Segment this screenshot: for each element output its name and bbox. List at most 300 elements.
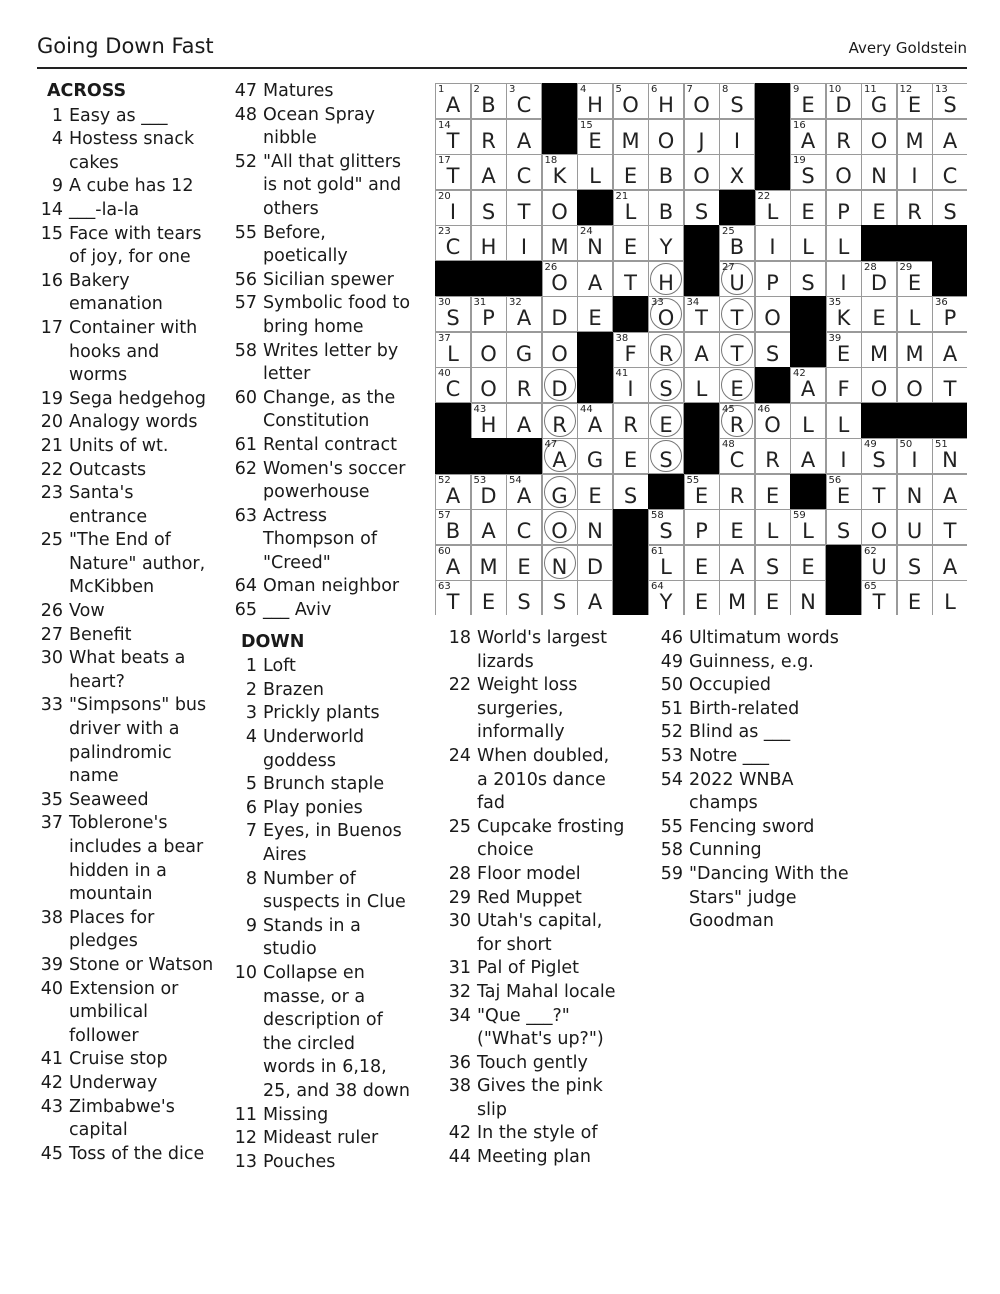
- grid-cell[interactable]: [719, 154, 755, 190]
- grid-cell[interactable]: [932, 83, 967, 119]
- grid-cell[interactable]: [577, 580, 613, 615]
- grid-cell[interactable]: [932, 580, 967, 615]
- grid-cell[interactable]: [684, 509, 720, 545]
- grid-cell[interactable]: [684, 545, 720, 581]
- cell-letter: O: [835, 164, 852, 188]
- grid-cell[interactable]: [542, 438, 578, 474]
- cell-letter: A: [445, 554, 461, 579]
- across-clue[interactable]: [37, 175, 217, 199]
- grid-cell[interactable]: [471, 580, 507, 615]
- grid-cell[interactable]: [542, 403, 578, 439]
- grid-cell[interactable]: [613, 154, 649, 190]
- grid-cell[interactable]: [897, 545, 933, 581]
- clues-column-2: [231, 80, 411, 1174]
- clue-number: 17: [40, 317, 63, 338]
- grid-cell[interactable]: [648, 545, 684, 581]
- grid-cell[interactable]: [719, 438, 755, 474]
- grid-cell[interactable]: [826, 296, 862, 332]
- grid-cell[interactable]: [506, 332, 542, 368]
- grid-cell[interactable]: [435, 296, 471, 332]
- grid-cell[interactable]: [577, 119, 613, 155]
- across-clue[interactable]: [231, 575, 411, 599]
- cell-letter: L: [447, 341, 459, 366]
- grid-cell[interactable]: [435, 119, 471, 155]
- down-clue[interactable]: [657, 863, 851, 934]
- down-clue[interactable]: [657, 721, 851, 745]
- grid-cell[interactable]: [577, 154, 613, 190]
- down-clue[interactable]: [657, 674, 851, 698]
- grid-cell[interactable]: [897, 474, 933, 510]
- down-clue[interactable]: [231, 820, 411, 867]
- grid-cell[interactable]: [648, 332, 684, 368]
- grid-cell[interactable]: [755, 225, 791, 261]
- grid-cell[interactable]: [790, 225, 826, 261]
- down-clue[interactable]: [445, 957, 625, 981]
- across-clue[interactable]: [37, 128, 217, 175]
- grid-cell[interactable]: [435, 474, 471, 510]
- cell-letter: E: [623, 235, 638, 259]
- grid-cell[interactable]: [755, 332, 791, 368]
- grid-cell[interactable]: [613, 261, 649, 297]
- down-clue[interactable]: [445, 981, 625, 1005]
- grid-cell[interactable]: [861, 154, 897, 190]
- grid-cell[interactable]: [506, 83, 542, 119]
- grid-cell[interactable]: [435, 154, 471, 190]
- grid-cell[interactable]: [684, 154, 720, 190]
- grid-cell[interactable]: [897, 438, 933, 474]
- grid-cell[interactable]: [826, 438, 862, 474]
- grid-cell[interactable]: [755, 545, 791, 581]
- across-clue[interactable]: [37, 1096, 217, 1143]
- grid-cell[interactable]: [613, 190, 649, 226]
- grid-cell[interactable]: [932, 154, 967, 190]
- down-clue[interactable]: [445, 1005, 625, 1052]
- grid-cell[interactable]: [932, 474, 967, 510]
- grid-cell[interactable]: [826, 154, 862, 190]
- grid-cell[interactable]: [719, 403, 755, 439]
- grid-cell[interactable]: [648, 154, 684, 190]
- grid-cell[interactable]: [542, 261, 578, 297]
- down-clue[interactable]: [445, 910, 625, 957]
- down-clue[interactable]: [231, 1104, 411, 1128]
- across-clue[interactable]: [37, 600, 217, 624]
- grid-cell[interactable]: [861, 474, 897, 510]
- across-clue[interactable]: [37, 812, 217, 906]
- down-clue[interactable]: [445, 816, 625, 863]
- grid-cell[interactable]: [861, 367, 897, 403]
- clue-text: Symbolic food to bring home: [263, 293, 411, 337]
- grid-cell[interactable]: [719, 367, 755, 403]
- clue-number: 45: [40, 1143, 63, 1164]
- across-clue[interactable]: [231, 599, 411, 623]
- grid-cell[interactable]: [542, 367, 578, 403]
- across-clue[interactable]: [37, 199, 217, 223]
- grid-cell[interactable]: [471, 332, 507, 368]
- across-clue[interactable]: [37, 388, 217, 412]
- grid-cell[interactable]: [471, 83, 507, 119]
- grid-cell[interactable]: [577, 296, 613, 332]
- grid-cell[interactable]: [932, 296, 967, 332]
- grid-cell[interactable]: [861, 296, 897, 332]
- cell-letter: N: [906, 483, 923, 508]
- down-clue[interactable]: [445, 1075, 625, 1122]
- grid-cell[interactable]: [684, 474, 720, 510]
- down-clue[interactable]: [231, 962, 411, 1104]
- grid-cell[interactable]: [719, 225, 755, 261]
- grid-cell[interactable]: [435, 225, 471, 261]
- grid-cell[interactable]: [613, 474, 649, 510]
- cell-letter: S: [836, 519, 851, 543]
- grid-cell[interactable]: [861, 261, 897, 297]
- grid-cell[interactable]: [755, 580, 791, 615]
- across-clue[interactable]: [231, 340, 411, 387]
- down-clue[interactable]: [657, 769, 851, 816]
- down-clue[interactable]: [231, 1127, 411, 1151]
- cell-letter: L: [624, 199, 637, 224]
- grid-cell[interactable]: [719, 474, 755, 510]
- across-clue[interactable]: [37, 223, 217, 270]
- grid-cell[interactable]: [471, 545, 507, 581]
- grid-cell[interactable]: [471, 190, 507, 226]
- grid-cell[interactable]: [684, 83, 720, 119]
- grid-cell[interactable]: [719, 261, 755, 297]
- across-clue[interactable]: [37, 789, 217, 813]
- grid-cell[interactable]: [542, 474, 578, 510]
- across-clue[interactable]: [37, 1143, 217, 1167]
- grid-cell[interactable]: [577, 545, 613, 581]
- down-clue[interactable]: [657, 839, 851, 863]
- grid-cell[interactable]: [613, 332, 649, 368]
- grid-cell[interactable]: [577, 509, 613, 545]
- grid-cell[interactable]: [471, 154, 507, 190]
- across-clue[interactable]: [37, 954, 217, 978]
- grid-cell[interactable]: [790, 403, 826, 439]
- clue-text: Bakery emanation: [69, 270, 163, 315]
- grid-cell[interactable]: [506, 119, 542, 155]
- across-clue-list: [37, 105, 217, 1167]
- grid-cell[interactable]: [826, 509, 862, 545]
- cell-number: 39: [828, 332, 842, 344]
- grid-cell[interactable]: [613, 438, 649, 474]
- grid-cell[interactable]: [826, 119, 862, 155]
- grid-cell[interactable]: [577, 438, 613, 474]
- grid-cell[interactable]: [648, 119, 684, 155]
- down-clue[interactable]: [445, 1052, 625, 1076]
- grid-cell[interactable]: [613, 367, 649, 403]
- grid-cell[interactable]: [861, 83, 897, 119]
- grid-cell[interactable]: [755, 261, 791, 297]
- crossword-grid[interactable]: [435, 83, 967, 615]
- across-clue[interactable]: [231, 458, 411, 505]
- grid-cell[interactable]: [932, 438, 967, 474]
- grid-cell[interactable]: [684, 367, 720, 403]
- cell-letter: D: [835, 93, 852, 117]
- clue-text: Ultimatum words: [689, 628, 839, 648]
- grid-cell[interactable]: [506, 367, 542, 403]
- grid-cell[interactable]: [435, 190, 471, 226]
- across-clue[interactable]: [37, 459, 217, 483]
- down-clue[interactable]: [445, 745, 625, 816]
- grid-cell[interactable]: [435, 367, 471, 403]
- down-clue[interactable]: [231, 726, 411, 773]
- grid-cell[interactable]: [790, 545, 826, 581]
- grid-cell[interactable]: [755, 403, 791, 439]
- grid-cell[interactable]: [506, 509, 542, 545]
- grid-cell[interactable]: [861, 332, 897, 368]
- grid-cell[interactable]: [826, 190, 862, 226]
- grid-cell[interactable]: [648, 509, 684, 545]
- grid-cell[interactable]: [648, 225, 684, 261]
- clue-number: 33: [40, 695, 63, 716]
- grid-cell[interactable]: [577, 403, 613, 439]
- cell-number: 3: [509, 84, 516, 95]
- across-clue[interactable]: [231, 151, 411, 222]
- across-clue[interactable]: [37, 694, 217, 788]
- grid-cell[interactable]: [506, 403, 542, 439]
- grid-cell[interactable]: [932, 545, 967, 581]
- grid-cell[interactable]: [435, 509, 471, 545]
- down-clue[interactable]: [445, 863, 625, 887]
- grid-cell[interactable]: [542, 509, 578, 545]
- grid-cell[interactable]: [506, 474, 542, 510]
- grid-cell[interactable]: [435, 83, 471, 119]
- grid-cell[interactable]: [506, 296, 542, 332]
- across-clues-column-1: [37, 80, 217, 1166]
- grid-cell[interactable]: [861, 438, 897, 474]
- grid-cell[interactable]: [790, 83, 826, 119]
- grid-cell[interactable]: [790, 580, 826, 615]
- grid-cell[interactable]: [684, 119, 720, 155]
- grid-cell[interactable]: [648, 190, 684, 226]
- black-square: [790, 332, 826, 368]
- grid-cell[interactable]: [790, 438, 826, 474]
- down-clue[interactable]: [657, 627, 851, 651]
- down-clue[interactable]: [231, 1151, 411, 1175]
- across-clue[interactable]: [231, 505, 411, 576]
- across-clue[interactable]: [37, 907, 217, 954]
- across-clue[interactable]: [37, 647, 217, 694]
- grid-cell[interactable]: [719, 509, 755, 545]
- grid-cell[interactable]: [613, 83, 649, 119]
- black-square: [613, 296, 649, 332]
- cell-letter: T: [446, 164, 460, 188]
- grid-cell[interactable]: [897, 261, 933, 297]
- clue-text: Red Muppet: [477, 887, 582, 908]
- down-clue[interactable]: [231, 868, 411, 915]
- grid-cell[interactable]: [684, 580, 720, 615]
- down-clue[interactable]: [657, 698, 851, 722]
- grid-cell[interactable]: [790, 119, 826, 155]
- clue-text: Collapse en masse, or a description of the circled words in 6,18, 25, and 38 down: [263, 962, 410, 1101]
- grid-cell[interactable]: [577, 83, 613, 119]
- grid-cell[interactable]: [471, 225, 507, 261]
- across-clue[interactable]: [231, 387, 411, 434]
- down-clue[interactable]: [445, 887, 625, 911]
- grid-cell[interactable]: [471, 474, 507, 510]
- grid-cell[interactable]: [755, 438, 791, 474]
- grid-cell[interactable]: [897, 154, 933, 190]
- grid-cell[interactable]: [790, 261, 826, 297]
- grid-cell[interactable]: [932, 119, 967, 155]
- across-clue[interactable]: [37, 624, 217, 648]
- grid-cell[interactable]: [648, 580, 684, 615]
- grid-cell[interactable]: [755, 296, 791, 332]
- down-clue[interactable]: [657, 745, 851, 769]
- grid-cell[interactable]: [577, 225, 613, 261]
- grid-cell[interactable]: [932, 509, 967, 545]
- grid-cell[interactable]: [790, 509, 826, 545]
- down-clue[interactable]: [657, 816, 851, 840]
- grid-cell[interactable]: [897, 83, 933, 119]
- grid-cell[interactable]: [506, 580, 542, 615]
- across-clue[interactable]: [231, 104, 411, 151]
- down-clue[interactable]: [231, 679, 411, 703]
- across-clue[interactable]: [37, 482, 217, 529]
- grid-cell[interactable]: [932, 367, 967, 403]
- clue-text: Container with hooks and worms: [69, 317, 198, 386]
- down-clue[interactable]: [445, 1122, 625, 1146]
- grid-cell[interactable]: [719, 296, 755, 332]
- grid-cell[interactable]: [861, 509, 897, 545]
- down-clue[interactable]: [445, 674, 625, 745]
- grid-cell[interactable]: [613, 225, 649, 261]
- grid-cell[interactable]: [897, 509, 933, 545]
- grid-cell[interactable]: [719, 545, 755, 581]
- across-clue[interactable]: [37, 317, 217, 388]
- down-clue[interactable]: [231, 915, 411, 962]
- grid-cell[interactable]: [542, 190, 578, 226]
- grid-cell[interactable]: [435, 332, 471, 368]
- grid-cell[interactable]: [542, 154, 578, 190]
- down-clue[interactable]: [445, 1146, 625, 1170]
- grid-cell[interactable]: [719, 83, 755, 119]
- grid-cell[interactable]: [826, 332, 862, 368]
- black-square: [755, 83, 791, 119]
- across-clue[interactable]: [231, 434, 411, 458]
- grid-cell[interactable]: [897, 190, 933, 226]
- grid-cell[interactable]: [648, 438, 684, 474]
- grid-cell[interactable]: [826, 474, 862, 510]
- black-square: [577, 367, 613, 403]
- grid-cell[interactable]: [542, 580, 578, 615]
- grid-cell[interactable]: [897, 367, 933, 403]
- grid-cell[interactable]: [542, 332, 578, 368]
- grid-cell[interactable]: [826, 403, 862, 439]
- down-clue[interactable]: [445, 627, 625, 674]
- grid-cell[interactable]: [861, 580, 897, 615]
- grid-cell[interactable]: [719, 119, 755, 155]
- grid-cell[interactable]: [897, 580, 933, 615]
- grid-cell[interactable]: [471, 367, 507, 403]
- grid-cell[interactable]: [542, 225, 578, 261]
- grid-cell[interactable]: [648, 296, 684, 332]
- cell-number: 57: [438, 510, 451, 521]
- grid-cell[interactable]: [790, 367, 826, 403]
- across-clue[interactable]: [37, 529, 217, 600]
- grid-cell[interactable]: [826, 261, 862, 297]
- across-clue[interactable]: [37, 411, 217, 435]
- grid-cell[interactable]: [542, 545, 578, 581]
- across-clue[interactable]: [37, 435, 217, 459]
- grid-cell[interactable]: [506, 154, 542, 190]
- across-clue[interactable]: [231, 80, 411, 104]
- down-clue[interactable]: [231, 702, 411, 726]
- grid-cell[interactable]: [861, 545, 897, 581]
- grid-cell[interactable]: [506, 225, 542, 261]
- grid-cell[interactable]: [790, 190, 826, 226]
- grid-cell[interactable]: [897, 332, 933, 368]
- down-clue[interactable]: [231, 773, 411, 797]
- grid-cell[interactable]: [577, 261, 613, 297]
- clue-number: 59: [660, 863, 683, 884]
- grid-cell[interactable]: [684, 332, 720, 368]
- across-clue[interactable]: [231, 222, 411, 269]
- across-clue[interactable]: [37, 270, 217, 317]
- grid-cell[interactable]: [506, 190, 542, 226]
- grid-cell[interactable]: [897, 119, 933, 155]
- grid-cell[interactable]: [506, 545, 542, 581]
- grid-cell[interactable]: [648, 261, 684, 297]
- black-square: [684, 403, 720, 439]
- grid-cell[interactable]: [719, 580, 755, 615]
- across-clue[interactable]: [37, 978, 217, 1049]
- grid-cell[interactable]: [435, 545, 471, 581]
- clue-number: 40: [40, 978, 63, 999]
- grid-cell[interactable]: [826, 367, 862, 403]
- grid-cell[interactable]: [755, 474, 791, 510]
- grid-cell[interactable]: [861, 119, 897, 155]
- grid-cell[interactable]: [719, 332, 755, 368]
- clue-number: 4: [245, 727, 257, 748]
- grid-cell[interactable]: [932, 332, 967, 368]
- grid-cell[interactable]: [435, 580, 471, 615]
- grid-cell[interactable]: [471, 509, 507, 545]
- down-clue[interactable]: [657, 651, 851, 675]
- cell-letter: M: [905, 341, 924, 366]
- grid-cell[interactable]: [471, 403, 507, 439]
- grid-cell[interactable]: [648, 83, 684, 119]
- grid-cell[interactable]: [684, 296, 720, 332]
- grid-cell[interactable]: [755, 509, 791, 545]
- cell-letter: S: [801, 270, 815, 295]
- grid-cell[interactable]: [471, 119, 507, 155]
- grid-cell[interactable]: [826, 83, 862, 119]
- grid-cell[interactable]: [613, 403, 649, 439]
- grid-cell[interactable]: [542, 296, 578, 332]
- grid-cell[interactable]: [861, 190, 897, 226]
- grid-cell[interactable]: [755, 190, 791, 226]
- grid-cell[interactable]: [790, 154, 826, 190]
- grid-cell[interactable]: [932, 190, 967, 226]
- grid-cell[interactable]: [471, 296, 507, 332]
- grid-cell[interactable]: [648, 367, 684, 403]
- puzzle-header: [37, 30, 967, 70]
- down-clue[interactable]: [231, 655, 411, 679]
- across-clue[interactable]: [37, 1048, 217, 1072]
- down-clue[interactable]: [231, 797, 411, 821]
- cell-letter: Y: [659, 590, 673, 614]
- across-clue[interactable]: [231, 292, 411, 339]
- across-clue[interactable]: [231, 269, 411, 293]
- grid-cell[interactable]: [648, 403, 684, 439]
- grid-cell[interactable]: [613, 119, 649, 155]
- grid-cell[interactable]: [826, 225, 862, 261]
- grid-cell[interactable]: [684, 190, 720, 226]
- grid-cell[interactable]: [577, 474, 613, 510]
- grid-cell[interactable]: [897, 296, 933, 332]
- across-clue[interactable]: [37, 105, 217, 129]
- across-clue[interactable]: [37, 1072, 217, 1096]
